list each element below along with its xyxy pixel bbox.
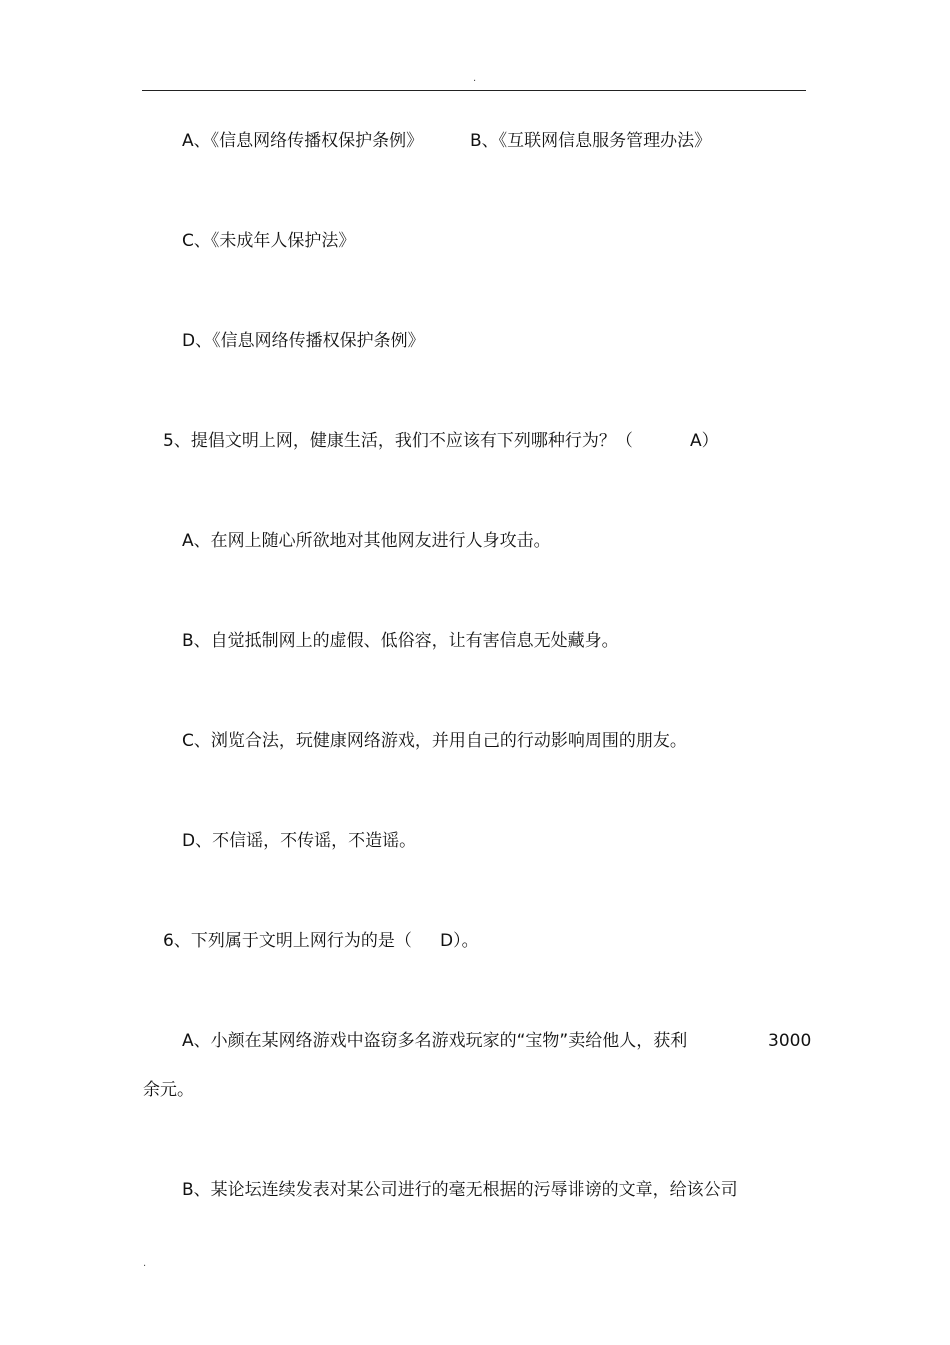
q5-option-d: D、不信谣，不传谣，不造谣。: [182, 831, 417, 851]
q6-option-b-line1: B、某论坛连续发表对某公司进行的毫无根据的污辱诽谤的文章，给该公司: [182, 1180, 738, 1200]
q5-question: 5、提倡文明上网，健康生活，我们不应该有下列哪种行为？（: [163, 431, 633, 451]
q5-option-c: C、浏览合法，玩健康网络游戏，并用自己的行动影响周围的朋友。: [182, 731, 687, 751]
header-dot: .: [473, 73, 477, 84]
q6-option-a-line2: 余元。: [143, 1080, 194, 1100]
q4-option-d: D、《信息网络传播权保护条例》: [182, 331, 425, 351]
q4-option-b: B、《互联网信息服务管理办法》: [470, 131, 712, 151]
q5-option-b: B、自觉抵制网上的虚假、低俗容，让有害信息无处藏身。: [182, 631, 619, 651]
q6-option-a-line1: A、小颜在某网络游戏中盗窃多名游戏玩家的“宝物”卖给他人，获利: [182, 1031, 688, 1051]
q6-option-a-amount: 3000: [768, 1031, 812, 1051]
q5-answer: A）: [690, 431, 719, 451]
q6-answer: D）。: [440, 931, 479, 951]
q4-option-a: A、《信息网络传播权保护条例》: [182, 131, 424, 151]
q5-option-a: A、在网上随心所欲地对其他网友进行人身攻击。: [182, 531, 551, 551]
header-rule: [142, 90, 806, 91]
q6-question: 6、下列属于文明上网行为的是（: [163, 931, 412, 951]
q4-option-c: C、《未成年人保护法》: [182, 231, 356, 251]
footer-dot: .: [143, 1258, 147, 1269]
